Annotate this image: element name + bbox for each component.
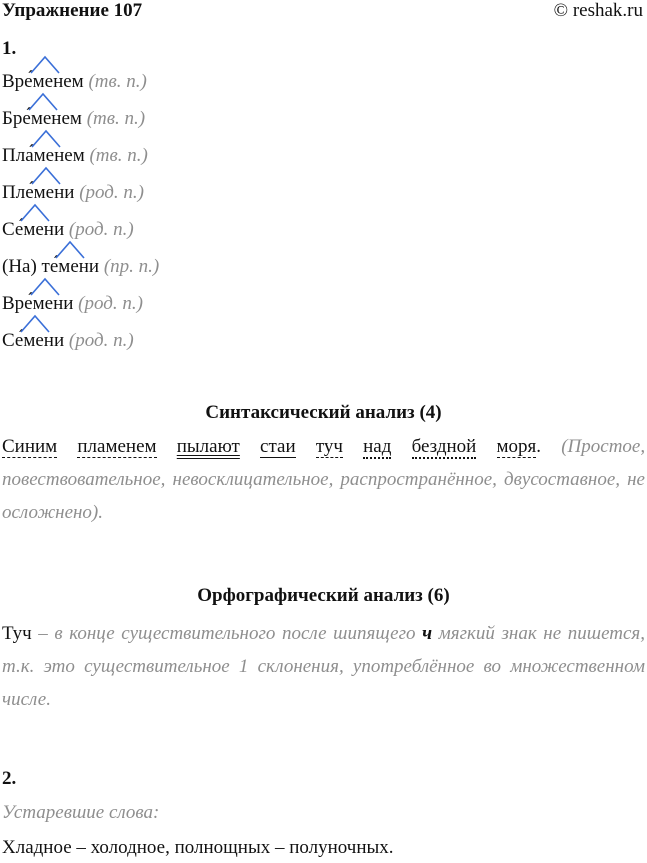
section-1-number: 1.: [2, 38, 17, 59]
ortho-paragraph: Туч – в конце существительного после шипящего ч мягкий знак не пишется, т.к. это существительное 1 склонения, употреблённое во множественном числе.: [2, 623, 645, 710]
suffix-mark: мен: [34, 145, 65, 167]
suffix-mark: мен: [31, 108, 62, 130]
ortho-letter: ч: [422, 623, 433, 644]
case-label: (тв. п.): [86, 108, 146, 129]
sentence-word: над: [363, 436, 392, 457]
suffix-arc-icon: [21, 316, 49, 332]
word-row: Се́ мени (род. п.): [2, 219, 134, 241]
suffix-arc-icon: [29, 94, 57, 110]
word-row: Вре́ менем (тв. п.): [2, 71, 147, 93]
word-row: Бре́ менем (тв. п.): [2, 108, 145, 130]
sentence-subject: стаи: [260, 436, 296, 457]
case-label: (род. п.): [68, 219, 134, 240]
sentence-word: туч: [315, 436, 343, 457]
case-label: (род. п.): [68, 330, 134, 351]
suffix-mark: мен: [34, 182, 65, 204]
sentence-word: моря: [496, 436, 537, 457]
suffix-arc-icon: [56, 242, 84, 258]
suffix-arc-icon: [32, 168, 60, 184]
suffix-arc-icon: [21, 205, 49, 221]
sentence-predicate: пылают: [176, 436, 240, 457]
word-row: (На) те́ мени (пр. п.): [2, 256, 159, 278]
suffix-arc-icon: [31, 279, 59, 295]
section-2-number: 2.: [2, 768, 17, 789]
case-label: (тв. п.): [89, 145, 148, 166]
obsolete-caption: Устаревшие слова:: [2, 802, 160, 823]
word-row: Вре́ мени (род. п.): [2, 293, 143, 315]
suffix-mark: мен: [58, 256, 89, 278]
ortho-heading: Орфографический анализ (6): [197, 585, 450, 606]
case-label: (тв. п.): [88, 71, 147, 92]
suffix-mark: мен: [23, 330, 54, 352]
ortho-word: Туч: [2, 623, 32, 644]
suffix-mark: мен: [33, 293, 64, 315]
sentence-word: пламенем: [77, 436, 157, 457]
syntax-heading: Синтаксический анализ (4): [205, 402, 442, 423]
suffix-arc-icon: [32, 131, 60, 147]
site-credit[interactable]: © reshak.ru: [553, 0, 643, 21]
obsolete-line: Хладное – холодное, полнощных – полуночных.: [2, 837, 394, 858]
exercise-title: Упражнение 107: [2, 0, 143, 21]
word-row: Се́ мени (род. п.): [2, 330, 134, 352]
suffix-arc-icon: [31, 57, 59, 73]
case-label: (пр. п.): [103, 256, 160, 277]
suffix-mark: мен: [23, 219, 54, 241]
case-label: (род. п.): [79, 182, 144, 203]
case-label: (род. п.): [78, 293, 143, 314]
suffix-mark: мен: [33, 71, 64, 93]
sentence-word: бездной: [411, 436, 477, 457]
syntax-paragraph: Синим пламенем пылают стаи туч над бездной моря. (Простое, повествовательное, невосклицательное, распространённое, двусоставное, не осложнено).: [2, 436, 646, 523]
word-row: Пла́ менем (тв. п.): [2, 145, 148, 167]
word-row: Пле́ мени (род. п.): [2, 182, 144, 204]
sentence-word: Синим: [2, 436, 58, 457]
syntax-description: (Простое, повествовательное, невосклицательное, распространённое, двусоставное, не осложнено).: [2, 436, 646, 523]
